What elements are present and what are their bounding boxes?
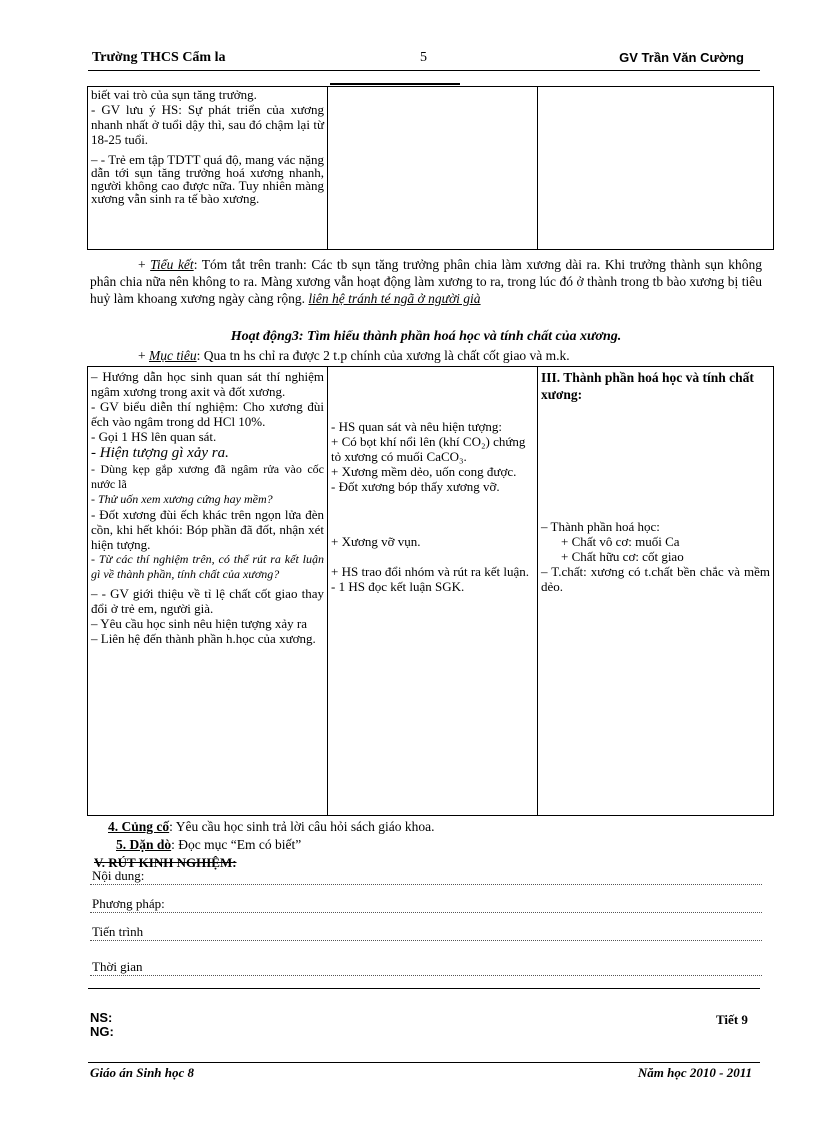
teacher-activity-cell [88, 87, 328, 250]
student-activity-cell [328, 87, 538, 250]
experience-item: Phương pháp: [92, 896, 165, 911]
text-line: – T.chất: xương có t.chất bền chắc và mềm dẻo. [541, 564, 770, 594]
summary-link[interactable]: liên hệ tránh té ngã ở người già [308, 291, 481, 306]
summary-paragraph: + Tiểu kết: Tóm tắt trên tranh: Các tb sụn tăng trưởng phân chia làm xương dài ra. Khi trưởng thành sụn không phân chia nữa nên không to ra. Màng xương vẫn hoạt động làm xương to ra, trong lúc đó ở thành trong tb bào xương bị tiêu huỷ làm khoang xương ngày càng rộng. liên hệ tránh té ngã ở người già [90, 257, 762, 306]
text-line: + Xương mềm dẻo, uốn cong được. [331, 464, 517, 479]
experience-title: V. RÚT KINH NGHIỆM: [94, 855, 237, 870]
text-line: + Có bọt khí nổi lên (khí CO₂) chứng tỏ xương có muối CaCO₃. [331, 434, 526, 464]
text-line: biết vai trò của sụn tăng trưởng. [91, 87, 257, 102]
footer-divider [88, 1062, 760, 1063]
experience-item: Nội dung: [92, 868, 145, 883]
consolidation-label: 4. Củng cố [108, 819, 170, 834]
experience-row [90, 953, 762, 976]
activity3-goal: + Mục tiêu: Qua tn hs chỉ ra được 2 t.p chính của xương là chất cốt giao và m.k. [138, 348, 570, 363]
content-cell [538, 367, 774, 816]
experience-row [90, 918, 762, 941]
footer-left: Giáo án Sinh học 8 [90, 1065, 195, 1080]
text-line: - Hiện tượng gì xảy ra. [91, 445, 229, 461]
page-number: 5 [420, 50, 427, 65]
text-line: + Chất hữu cơ: cốt giao [561, 549, 684, 564]
homework-line [116, 837, 301, 853]
text-line: – Liên hệ đến thành phần h.học của xương. [91, 631, 316, 646]
school-name: Trường THCS Cẩm la [92, 50, 226, 65]
text-line: - Gọi 1 HS lên quan sát. [91, 429, 217, 444]
text-line: – - Trẻ em tập TDTT quá độ, mang vác nặng dẫn tới sụn tăng trưởng hoá xương nhanh, người không cao được nữa. Tuy nhiên màng xương vẫn sinh ra tế bào xương. [91, 152, 324, 206]
summary-text: : Tóm tắt trên tranh: Các tb sụn tăng trưởng phân chia làm xương dài ra. Khi trưởng thành sụn không phân chia nữa nên không to ra. Màng xương vẫn hoạt động làm xương to ra, trong lúc đó ở thành trong tb bào xương bị tiêu huỷ làm khoang xương ngày càng rộng. [90, 257, 762, 306]
teacher-activity-cell [88, 367, 328, 816]
text-line: - 1 HS đọc kết luận SGK. [331, 579, 465, 594]
footer-right: Năm học 2010 - 2011 [637, 1065, 752, 1080]
text-line: - Từ các thí nghiệm trên, có thể rút ra kết luận gì về thành phần, tính chất của xương? [91, 552, 324, 581]
text-line: - Đốt xương bóp thấy xương vỡ. [331, 479, 500, 494]
homework-text: : Đọc mục “Em có biết” [171, 837, 302, 852]
goal-text: : Qua tn hs chỉ ra được 2 t.p chính của xương là chất cốt giao và m.k. [196, 348, 570, 363]
lesson-number: Tiết 9 [716, 1012, 748, 1027]
text-line: - GV biểu diễn thí nghiệm: Cho xương đùi ếch vào ngâm trong dd HCl 10%. [91, 399, 324, 429]
experience-item: Thời gian [92, 959, 143, 974]
goal-label: Mục tiêu [149, 348, 197, 363]
text-line: – - GV giới thiệu về tỉ lệ chất cốt giao thay đổi ở trẻ em, người già. [91, 586, 324, 616]
text-line: + Chất vô cơ: muối Ca [561, 534, 680, 549]
text-line: + HS trao đổi nhóm và rút ra kết luận. [331, 564, 529, 579]
text-line: – Yêu cầu học sinh nêu hiện tượng xảy ra [91, 616, 307, 631]
text-line: - Thử uốn xem xương cứng hay mềm? [91, 492, 273, 506]
content-cell [538, 87, 774, 250]
text-line: + Xương vỡ vụn. [331, 534, 421, 549]
page-header [88, 50, 760, 71]
ng-label: NG: [90, 1024, 114, 1039]
consolidation-text: : Yêu cầu học sinh trả lời câu hỏi sách giáo khoa. [169, 819, 435, 834]
summary-label: Tiểu kết [150, 257, 194, 272]
text-line: – Hướng dẫn học sinh quan sát thí nghiệm ngâm xương trong axit và đốt xương. [91, 369, 324, 399]
divider [88, 988, 760, 989]
experience-row [90, 890, 762, 913]
activity3-title: Hoạt động3: Tìm hiểu thành phần hoá học và tính chất của xương. [230, 329, 622, 344]
teacher-name: GV Trần Văn Cường [619, 50, 744, 65]
homework-label: 5. Dặn dò [116, 837, 172, 852]
text-line: - Đốt xương đùi ếch khác trên ngọn lửa đèn cồn, khi hết khói: Bóp phần đã đốt, nhận xét hiện tượng. [91, 507, 324, 552]
text-line: - GV lưu ý HS: Sự phát triển của xương nhanh nhất ở tuổi dậy thì, sau đó chậm lại từ 18-25 tuổi. [91, 102, 324, 147]
experience-item: Tiến trình [92, 924, 144, 939]
student-activity-cell [328, 367, 538, 816]
activity-table-continued [87, 86, 774, 250]
text-line: – Thành phần hoá học: [541, 519, 660, 534]
ns-label: NS: [90, 1010, 113, 1025]
text-line: - Dùng kẹp gắp xương đã ngâm rửa vào cốc nước lã [91, 462, 324, 491]
text-line: - HS quan sát và nêu hiện tượng: [331, 419, 502, 434]
consolidation-line [108, 819, 434, 835]
activity3-table [87, 366, 774, 816]
experience-row [90, 862, 762, 885]
section-heading: III. Thành phần hoá học và tính chất xương: [541, 370, 754, 402]
header-divider [330, 83, 460, 85]
